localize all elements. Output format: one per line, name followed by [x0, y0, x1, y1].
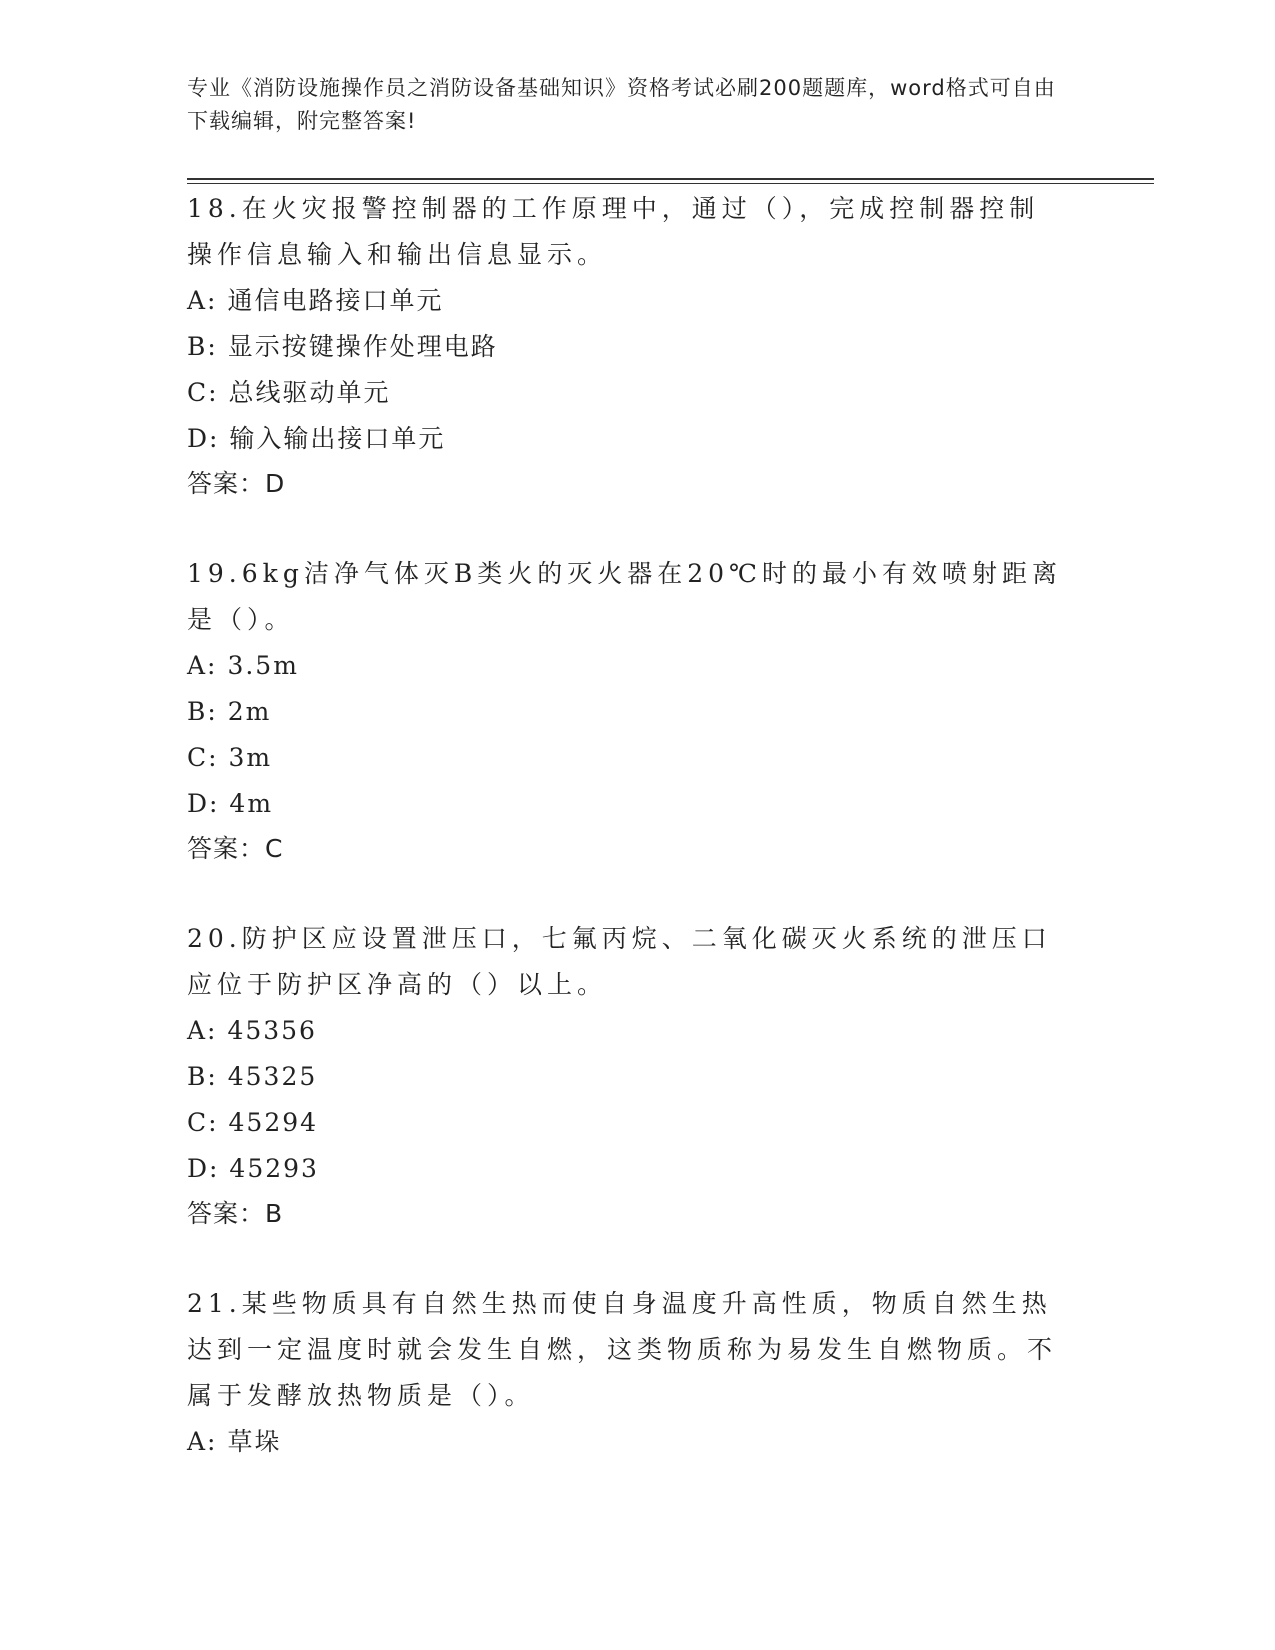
option-label: A: [187, 286, 218, 315]
option-text: 45356 [227, 1016, 317, 1045]
option-d [187, 416, 1067, 462]
question-stem: 18.在火灾报警控制器的工作原理中，通过（），完成控制器控制操作信息输入和输出信息显示。 [187, 194, 1040, 269]
answer-line: 答案：D [187, 469, 286, 498]
option-text: 通信电路接口单元 [227, 286, 444, 315]
option-text: 3m [228, 743, 273, 772]
question-21 [187, 1281, 1067, 1465]
answer-line: 答案：B [187, 1199, 284, 1228]
option-label: A: [187, 1427, 218, 1456]
question-stem: 19.6kg洁净气体灭B类火的灭火器在20℃时的最小有效喷射距离是（）。 [187, 559, 1062, 634]
option-b [187, 689, 1067, 735]
option-c [187, 1100, 1067, 1146]
question-stem: 20.防护区应设置泄压口，七氟丙烷、二氧化碳灭火系统的泄压口应位于防护区净高的（）以上。 [187, 924, 1052, 999]
option-label: D: [187, 424, 220, 453]
option-text: 45325 [227, 1062, 318, 1091]
option-label: D: [187, 1154, 220, 1183]
option-text: 3.5m [227, 651, 299, 680]
option-c [187, 735, 1067, 781]
question-18 [187, 186, 1067, 506]
option-label: B: [187, 1062, 218, 1091]
option-a [187, 1419, 1067, 1465]
option-label: C: [187, 378, 219, 407]
option-a [187, 278, 1067, 324]
header-divider-thin [187, 183, 1154, 184]
option-a [187, 643, 1067, 689]
option-text: 输入输出接口单元 [229, 424, 446, 453]
option-d [187, 781, 1067, 827]
option-label: A: [187, 651, 218, 680]
option-c [187, 370, 1067, 416]
document-header: 专业《消防设施操作员之消防设备基础知识》资格考试必刷200题题库，word格式可自由下载编辑，附完整答案! [187, 76, 1056, 133]
option-label: B: [187, 332, 218, 361]
option-text: 草垛 [227, 1427, 282, 1456]
question-20 [187, 916, 1067, 1236]
question-list [187, 186, 1067, 1510]
option-d [187, 1146, 1067, 1192]
option-a [187, 1008, 1067, 1054]
header-divider-thick [187, 178, 1154, 180]
option-b [187, 1054, 1067, 1100]
option-label: D: [187, 789, 220, 818]
option-text: 45293 [229, 1154, 319, 1183]
answer-line: 答案：C [187, 834, 284, 863]
option-b [187, 324, 1067, 370]
option-text: 2m [227, 697, 272, 726]
question-19 [187, 551, 1067, 871]
option-label: C: [187, 743, 219, 772]
option-text: 4m [229, 789, 274, 818]
option-text: 45294 [228, 1108, 319, 1137]
option-label: A: [187, 1016, 218, 1045]
option-text: 总线驱动单元 [228, 378, 391, 407]
question-stem: 21.某些物质具有自然生热而使自身温度升高性质，物质自然生热达到一定温度时就会发生自燃，这类物质称为易发生自燃物质。不属于发酵放热物质是（）。 [187, 1289, 1058, 1410]
option-label: C: [187, 1108, 219, 1137]
option-label: B: [187, 697, 218, 726]
option-text: 显示按键操作处理电路 [227, 332, 498, 361]
